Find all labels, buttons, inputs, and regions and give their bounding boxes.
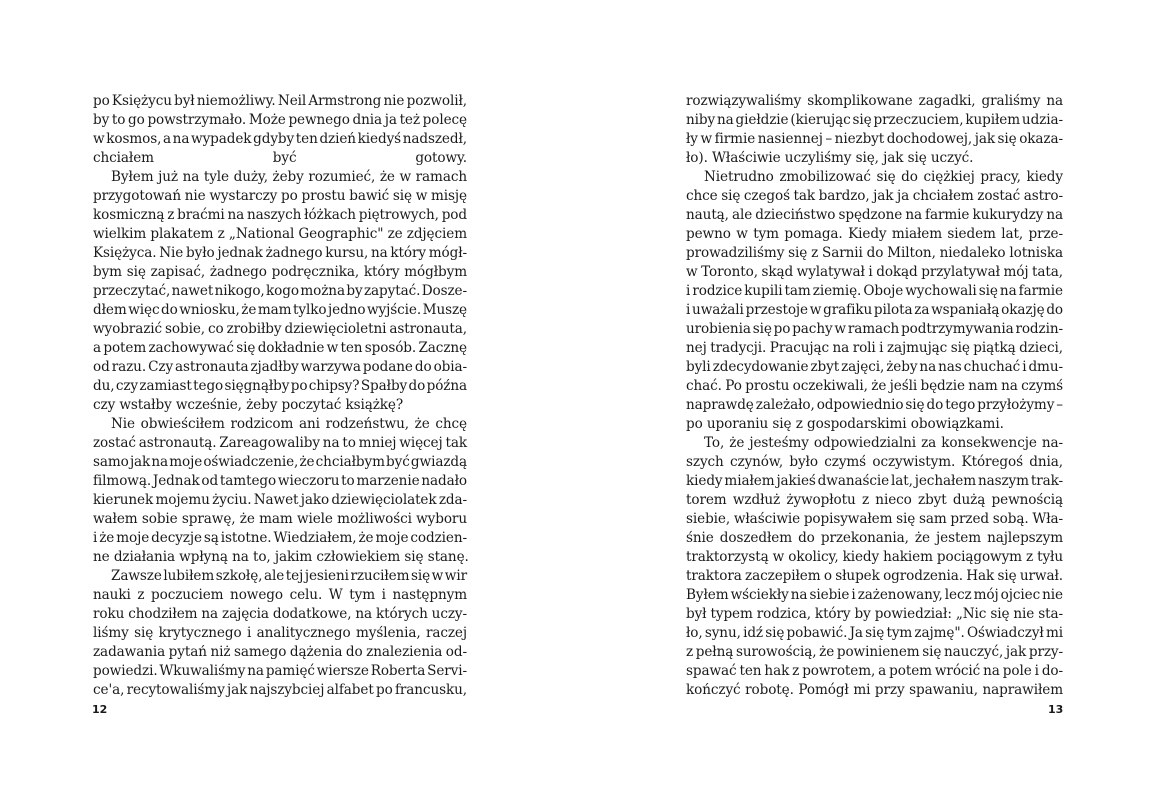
text-line: spawać ten hak z powrotem, a potem wrócić na pole i do-: [686, 663, 1063, 679]
text-line: z pełną surowością, że powinienem się nauczyć, jak przy-: [686, 644, 1063, 660]
text-line: To, że jesteśmy odpowiedzialni za konsekwencje na-: [704, 435, 1063, 451]
text-line: nej tradycji. Pracując na roli i zajmując się piątką dzieci,: [686, 340, 1063, 356]
text-line: du, czy zamiast tego sięgnąłby po chipsy? Spałby do późna: [93, 378, 467, 394]
text-line: ne działania wpłyną na to, jakim człowiekiem się stanę.: [93, 549, 469, 565]
page-number-right: 13: [1048, 703, 1064, 716]
text-line: chciałem być gotowy.: [93, 150, 467, 166]
text-line: liśmy się krytycznego i analitycznego myślenia, raczej: [93, 625, 467, 641]
text-line: po Księżycu był niemożliwy. Neil Armstrong nie pozwolił,: [93, 93, 467, 109]
text-line: zostać astronautą. Zareagowaliby na to mniej więcej tak: [93, 435, 467, 451]
paragraph: [93, 92, 467, 168]
text-line: Zawsze lubiłem szkołę, ale tej jesieni rzuciłem się w wir: [111, 568, 467, 584]
text-line: Byłem wściekły na siebie i zażenowany, lecz mój ojciec nie: [686, 587, 1063, 603]
text-line: traktora zaczepiłem o słupek ogrodzenia. Hak się urwał.: [686, 568, 1063, 584]
text-line: bym się zapisać, żadnego podręcznika, który mógłbym: [93, 264, 467, 280]
text-line: Nietrudno zmobilizować się do ciężkiej pracy, kiedy: [704, 169, 1063, 185]
paragraph: [93, 415, 467, 567]
text-line: ły w firmie nasiennej – niezbyt dochodowej, jak się okaza-: [686, 131, 1063, 147]
text-line: torem wzdłuż żywopłotu z nieco zbyt dużą pewnością: [686, 492, 1063, 508]
text-line: powiedzi. Wkuwaliśmy na pamięć wiersze Roberta Servi-: [93, 663, 467, 679]
text-line: by to go powstrzymało. Może pewnego dnia ja też polecę: [93, 112, 467, 128]
text-line: szych czynów, było czymś oczywistym. Któregoś dnia,: [686, 454, 1063, 470]
text-line: i rodzice kupili tam ziemię. Oboje wychowali się na farmie: [686, 283, 1063, 299]
text-line: traktorzystą w okolicy, kiedy hakiem pociągowym z tyłu: [686, 549, 1063, 565]
text-line: ce'a, recytowaliśmy jak najszybciej alfabet po francusku,: [93, 682, 467, 698]
text-line: ło, synu, idź się pobawić. Ja się tym zajmę". Oświadczył mi: [686, 625, 1063, 641]
left-page-text: [93, 92, 467, 700]
text-line: przygotowań nie wystarczy po prostu bawić się w misję: [93, 188, 467, 204]
text-line: i uważali przestoje w grafiku pilota za wspaniałą okazję do: [686, 302, 1063, 318]
text-line: wyobrazić sobie, co zrobiłby dziewięcioletni astronauta,: [93, 321, 467, 337]
text-line: naprawdę zależało, odpowiednio się do tego przyłożymy –: [686, 397, 1063, 413]
text-line: niby na giełdzie (kierując się przeczuciem, kupiłem udzia-: [686, 112, 1063, 128]
text-line: czy wstałby wcześnie, żeby poczytać książkę?: [93, 397, 404, 413]
text-line: Nie obwieściłem rodzicom ani rodzeństwu, że chcę: [111, 416, 467, 432]
page-number-left: 12: [92, 703, 108, 716]
text-line: roku chodziłem na zajęcia dodatkowe, na których uczy-: [93, 606, 467, 622]
text-line: w Toronto, skąd wylatywał i dokąd przylatywał mój tata,: [686, 264, 1063, 280]
text-line: Księżyca. Nie było jednak żadnego kursu, na który mógł-: [93, 245, 467, 261]
text-line: prowadziliśmy się z Sarnii do Milton, niedaleko lotniska: [686, 245, 1063, 261]
text-line: filmową. Jednak od tamtego wieczoru to marzenie nadało: [93, 473, 467, 489]
text-line: pewno w tym pomaga. Kiedy miałem siedem lat, prze-: [686, 226, 1063, 242]
paragraph: [686, 92, 1063, 168]
text-line: kierunek mojemu życiu. Nawet jako dziewięciolatek zda-: [93, 492, 467, 508]
text-line: kończyć robotę. Pomógł mi przy spawaniu, naprawiłem: [686, 682, 1063, 698]
right-page: [577, 0, 1154, 800]
text-line: a potem zachowywać się dokładnie w ten sposób. Zacznę: [93, 340, 467, 356]
text-line: kosmiczną z braćmi na naszych łóżkach piętrowych, pod: [93, 207, 467, 223]
text-line: kiedy miałem jakieś dwanaście lat, jechałem naszym trak-: [686, 473, 1063, 489]
text-line: chce się czegoś tak bardzo, jak ja chciałem zostać astro-: [686, 188, 1063, 204]
paragraph: [686, 168, 1063, 434]
text-line: nautą, ale dzieciństwo spędzone na farmie kukurydzy na: [686, 207, 1063, 223]
paragraph: [93, 168, 467, 415]
text-line: od razu. Czy astronauta zjadłby warzywa podane do obia-: [93, 359, 467, 375]
text-line: przeczytać, nawet nikogo, kogo można by zapytać. Dosze-: [93, 283, 467, 299]
text-line: rozwiązywaliśmy skomplikowane zagadki, graliśmy na: [686, 93, 1063, 109]
text-line: dłem więc do wniosku, że mam tylko jedno wyjście. Muszę: [93, 302, 467, 318]
text-line: wałem sobie sprawę, że mam wiele możliwości wyboru: [93, 511, 467, 527]
text-line: nauki z poczuciem nowego celu. W tym i następnym: [93, 587, 467, 603]
text-line: samo jak na moje oświadczenie, że chciałbym być gwiazdą: [93, 454, 467, 470]
text-line: Byłem już na tyle duży, żeby rozumieć, że w ramach: [111, 169, 467, 185]
text-line: byli zdecydowanie zbyt zajęci, żeby na nas chuchać i dmu-: [686, 359, 1063, 375]
text-line: chać. Po prostu oczekiwali, że jeśli będzie nam na czymś: [686, 378, 1063, 394]
text-line: w kosmos, a na wypadek gdyby ten dzień kiedyś nadszedł,: [93, 131, 467, 147]
text-line: i że moje decyzje są istotne. Wiedziałem, że moje codzien-: [93, 530, 467, 546]
text-line: był typem rodzica, który by powiedział: „Nic się nie sta-: [686, 606, 1063, 622]
text-line: śnie doszedłem do przekonania, że jestem najlepszym: [686, 530, 1063, 546]
text-line: wielkim plakatem z „National Geographic" ze zdjęciem: [93, 226, 467, 242]
text-line: siebie, właściwie popisywałem się sam przed sobą. Wła-: [686, 511, 1063, 527]
paragraph: [93, 567, 467, 700]
right-page-text: [686, 92, 1063, 700]
paragraph: [686, 434, 1063, 700]
text-line: po uporaniu się z gospodarskimi obowiązkami.: [686, 416, 1004, 432]
text-line: ło). Właściwie uczyliśmy się, jak się uczyć.: [686, 150, 974, 166]
text-line: urobienia się po pachy w ramach podtrzymywania rodzin-: [686, 321, 1063, 337]
text-line: zadawania pytań niż samego dążenia do znalezienia od-: [93, 644, 467, 660]
